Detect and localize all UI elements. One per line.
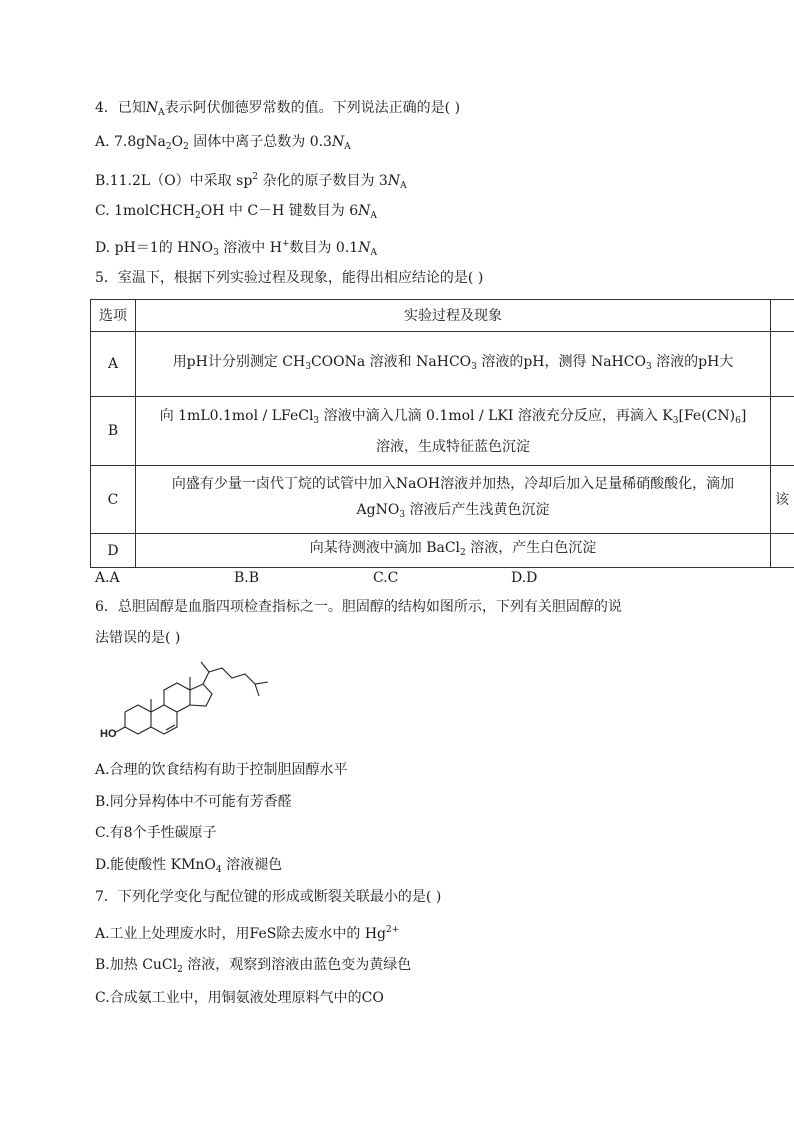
q5-choice-b: B.B (234, 570, 260, 586)
q6-option-b: B.同分异构体中不可能有芳香醛 (95, 794, 292, 810)
row-d-tail (771, 534, 794, 568)
row-c-process: 向盛有少量一卤代丁烷的试管中加入NaOH溶液并加热，冷却后加入足量稀硝酸酸化，滴加 AgNO$_3$ 溶液后产生浅黄色沉淀 (136, 466, 771, 534)
q4-option-d: D. pH＝1的 $HNO_3$ 溶液中 H+数目为 $0.1N_A$ (95, 239, 377, 258)
q4-option-a: A. $7.8gNa_2O_2$ 固体中离子总数为 $0.3N_A$ (95, 134, 351, 152)
row-a-label: A (91, 332, 136, 397)
row-d-label: D (91, 534, 136, 568)
row-c-tail: 该 (771, 466, 794, 534)
q7-option-b: B.加热 CuCl$_2$ 溶液，观察到溶液由蓝色变为黄绿色 (95, 957, 412, 975)
row-d-process: 向某待测液中滴加 BaCl$_2$ 溶液，产生白色沉淀 (136, 534, 771, 568)
q4-option-c: C. 1molCHCH$_2$OH 中 C－H 键数目为 $6N_A$ (95, 203, 377, 221)
row-c-label: C (91, 466, 136, 534)
header-process: 实验过程及现象 (136, 300, 771, 332)
row-a-tail (771, 332, 794, 397)
table-row (91, 466, 794, 534)
header-tail (771, 300, 794, 332)
ho-label: HO (100, 728, 117, 740)
table-header-row (91, 300, 794, 332)
table-row (91, 332, 794, 397)
q7-option-a: A.工业上处理废水时，用FeS除去废水中的 $Hg^{2+}$ (95, 925, 400, 942)
q6-stem-line1: 6．总胆固醇是血脂四项检查指标之一。胆固醇的结构如图所示，下列有关胆固醇的说 (95, 599, 622, 615)
q4-option-b: B.11.2L（O）中采取 $sp^2$ 杂化的原子数目为 $3N_A$ (95, 172, 407, 191)
cholesterol-structure-diagram (95, 658, 285, 748)
row-a-process: 用pH计分别测定 $CH_3COONa$ 溶液和 NaHCO$_3$ 溶液的pH，测得 NaHCO$_3$ 溶液的pH大 (136, 332, 771, 397)
q6-option-d: D.能使酸性 KMnO$_4$ 溶液褪色 (95, 857, 283, 875)
header-option: 选项 (91, 300, 136, 332)
q5-choice-d: D.D (511, 570, 538, 586)
row-b-label: B (91, 397, 136, 466)
q5-choice-c: C.C (373, 570, 399, 586)
q6-option-a: A.合理的饮食结构有助于控制胆固醇水平 (95, 762, 348, 778)
row-b-tail (771, 397, 794, 466)
q7-option-c: C.合成氨工业中，用铜氨液处理原料气中的CO (95, 990, 384, 1006)
q6-option-c: C.有8个手性碳原子 (95, 825, 217, 841)
row-b-process: 向 1mL0.1mol / LFeCl$_3$ 溶液中滴入几滴 0.1mol / LKI 溶液充分反应，再滴入 $K_3[Fe(CN)_6]$ 溶液，生成特征蓝色沉淀 (136, 397, 771, 466)
table-row (91, 534, 794, 568)
q5-choice-a: A.A (95, 570, 120, 586)
q4-stem: 4．已知$N_A$表示阿伏伽德罗常数的值。下列说法正确的是( ) (95, 100, 461, 118)
q7-stem: 7．下列化学变化与配位键的形成或断裂关联最小的是( ) (95, 889, 442, 905)
q6-stem-line2: 法错误的是( ) (95, 630, 181, 646)
q5-stem: 5．室温下，根据下列实验过程及现象，能得出相应结论的是( ) (95, 270, 484, 286)
table-row (91, 397, 794, 466)
experiment-table (90, 299, 794, 568)
